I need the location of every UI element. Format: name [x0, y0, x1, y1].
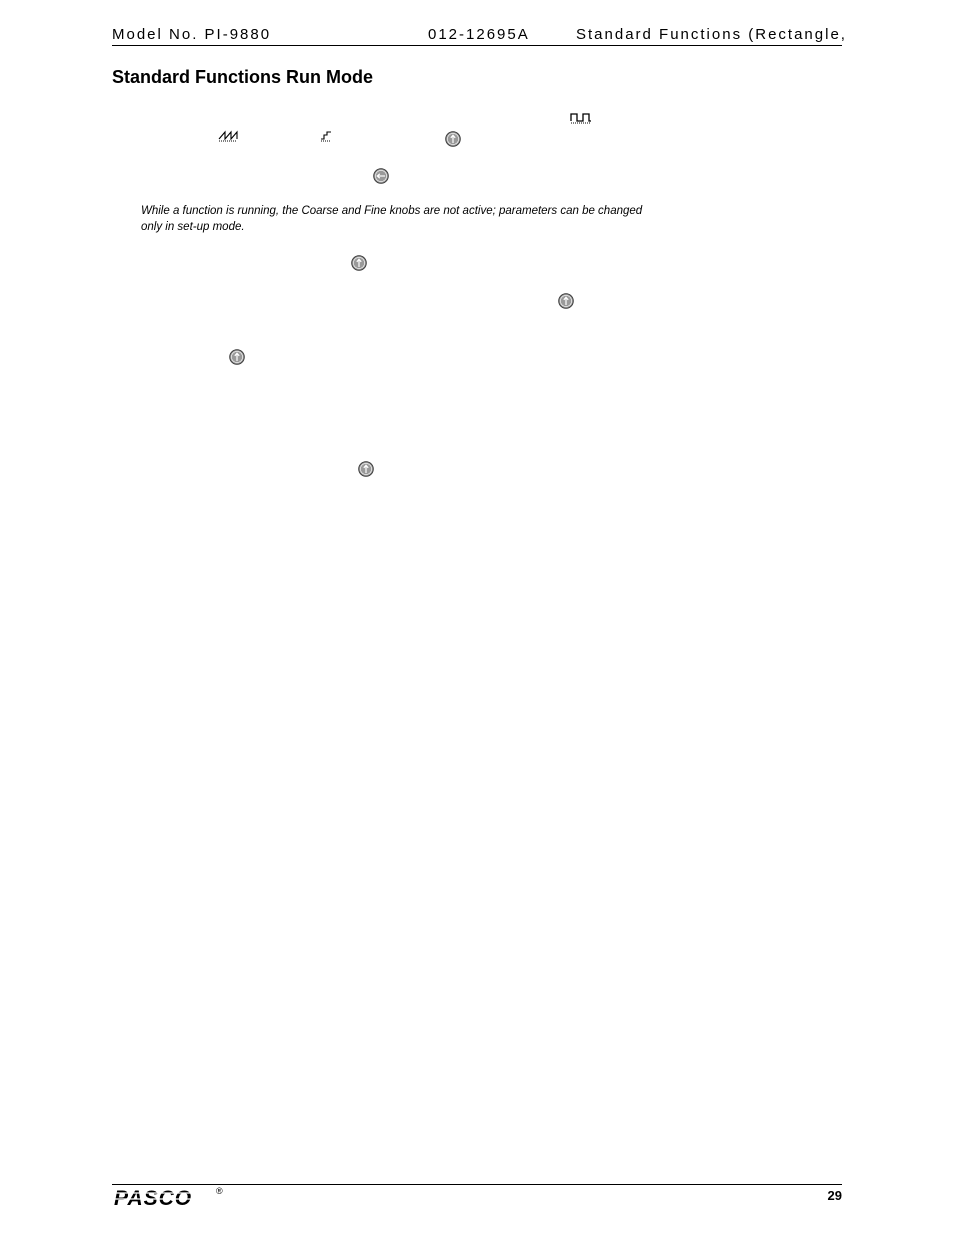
- footer-rule: [112, 1184, 842, 1185]
- section-heading: Standard Functions Run Mode: [112, 67, 373, 87]
- registered-mark: ®: [216, 1186, 223, 1196]
- left-arrow-button-icon: [373, 168, 389, 184]
- header-rule: [112, 45, 842, 46]
- header-doc-number: 012-12695A: [428, 26, 530, 43]
- up-arrow-button-icon: [358, 461, 374, 477]
- step-wave-icon: [320, 130, 332, 142]
- rectangle-wave-icon: [570, 112, 592, 124]
- svg-text:PASCO: PASCO: [114, 1187, 193, 1208]
- ramp-wave-icon: [218, 130, 238, 142]
- knob-inactive-note: While a function is running, the Coarse and Fine knobs are not active; parameters can be changed only in set-up mode.: [141, 205, 643, 233]
- up-arrow-button-icon: [445, 131, 461, 147]
- header-model-number: Model No. PI-9880: [112, 26, 272, 43]
- up-arrow-button-icon: [351, 255, 367, 271]
- up-arrow-button-icon: [558, 293, 574, 309]
- up-arrow-button-icon: [229, 349, 245, 365]
- page-number: 29: [827, 1188, 842, 1203]
- header-section-title: Standard Functions (Rectangle,: [576, 26, 847, 43]
- pasco-logo: [112, 1187, 212, 1208]
